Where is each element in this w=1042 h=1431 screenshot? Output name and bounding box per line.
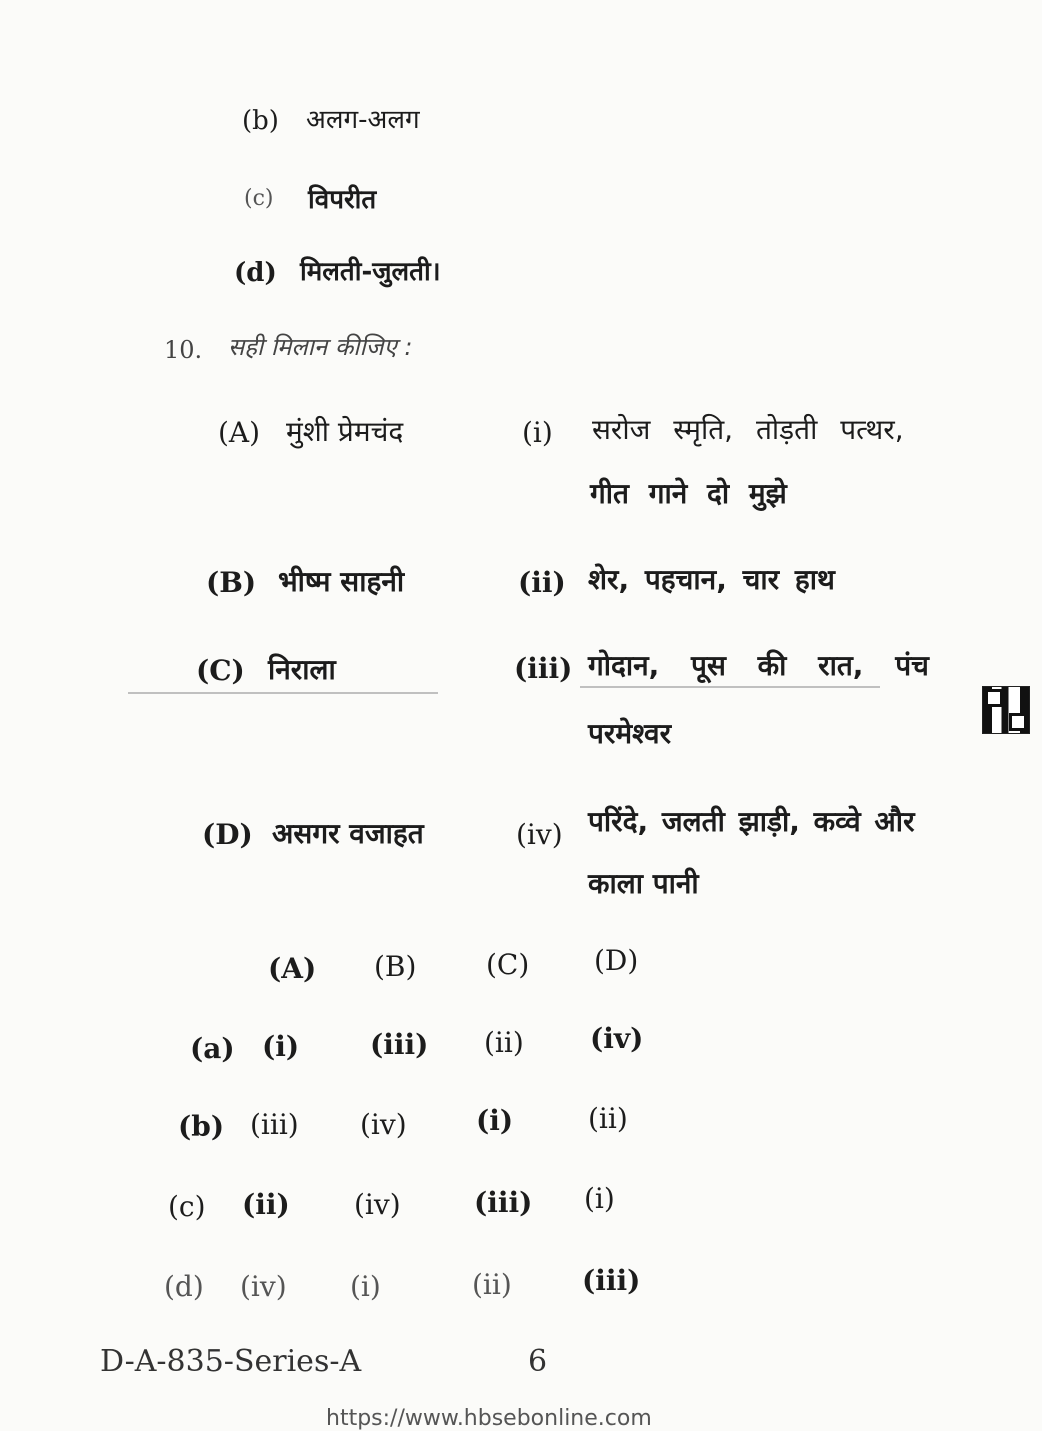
option-b-label: (b): [242, 106, 279, 136]
grid-row-c-val-b: (iv): [354, 1188, 401, 1221]
match-right-iii-line1: गोदान, पूस की रात, पंच: [588, 649, 929, 682]
option-c-label: (c): [244, 186, 274, 211]
match-right-ii-line1: शेर, पहचान, चार हाथ: [588, 563, 835, 596]
scan-line: [128, 692, 438, 694]
match-right-iii-label: (iii): [514, 652, 573, 685]
match-right-iv-label: (iv): [516, 818, 563, 851]
match-right-iv-line2: काला पानी: [588, 867, 699, 900]
grid-row-c-option: (c): [168, 1190, 206, 1223]
grid-header-c: (C): [486, 948, 530, 981]
grid-row-a-val-a: (i): [262, 1030, 300, 1063]
match-right-iii-line2: परमेश्वर: [588, 717, 672, 750]
page-number: 6: [528, 1344, 548, 1379]
match-left-a-text: मुंशी प्रेमचंद: [286, 415, 404, 448]
grid-row-a-val-d: (iv): [590, 1022, 644, 1055]
match-right-ii-label: (ii): [518, 566, 566, 599]
match-right-i-line2: गीत गाने दो मुझे: [590, 477, 787, 510]
grid-row-b-val-b: (iv): [360, 1108, 407, 1141]
question-number: 10.: [164, 336, 203, 364]
source-url[interactable]: https://www.hbsebonline.com: [326, 1406, 652, 1431]
grid-row-a-val-b: (iii): [370, 1028, 429, 1061]
qr-code-icon: [982, 686, 1030, 734]
grid-row-b-val-a: (iii): [250, 1108, 299, 1141]
grid-header-d: (D): [594, 944, 639, 977]
grid-row-a-val-c: (ii): [484, 1026, 524, 1059]
match-left-d-label: (D): [202, 818, 253, 851]
grid-row-d-val-d: (iii): [582, 1264, 641, 1297]
match-left-c-text: निराला: [268, 653, 336, 686]
grid-row-c-val-d: (i): [584, 1182, 615, 1215]
match-right-i-label: (i): [522, 416, 553, 449]
grid-row-d-val-b: (i): [350, 1270, 381, 1303]
grid-row-b-option: (b): [178, 1110, 225, 1143]
question-text: सही मिलान कीजिए :: [228, 333, 413, 361]
grid-row-c-val-c: (iii): [474, 1186, 533, 1219]
grid-row-d-val-a: (iv): [240, 1270, 287, 1303]
match-left-b-text: भीष्म साहनी: [278, 565, 405, 598]
match-right-iv-line1: परिंदे, जलती झाड़ी, कव्वे और: [588, 805, 915, 838]
option-b-text: अलग-अलग: [306, 105, 420, 135]
match-left-b-label: (B): [206, 566, 257, 599]
option-d-text: मिलती-जुलती।: [300, 257, 441, 287]
match-left-d-text: असगर वजाहत: [272, 817, 424, 850]
grid-row-c-val-a: (ii): [242, 1188, 290, 1221]
grid-row-d-val-c: (ii): [472, 1268, 512, 1301]
grid-row-b-val-d: (ii): [588, 1102, 628, 1135]
grid-header-a: (A): [268, 952, 317, 985]
match-left-c-label: (C): [196, 654, 245, 687]
grid-row-d-option: (d): [164, 1270, 204, 1303]
grid-header-b: (B): [374, 950, 417, 983]
paper-code: D-A-835-Series-A: [100, 1344, 362, 1379]
match-left-a-label: (A): [218, 416, 261, 449]
scan-underline: [580, 686, 880, 688]
option-c-text: विपरीत: [308, 185, 377, 215]
match-right-i-line1: सरोज स्मृति, तोड़ती पत्थर,: [592, 413, 904, 446]
grid-row-a-option: (a): [190, 1032, 235, 1065]
option-d-label: (d): [234, 258, 277, 288]
grid-row-b-val-c: (i): [476, 1104, 514, 1137]
